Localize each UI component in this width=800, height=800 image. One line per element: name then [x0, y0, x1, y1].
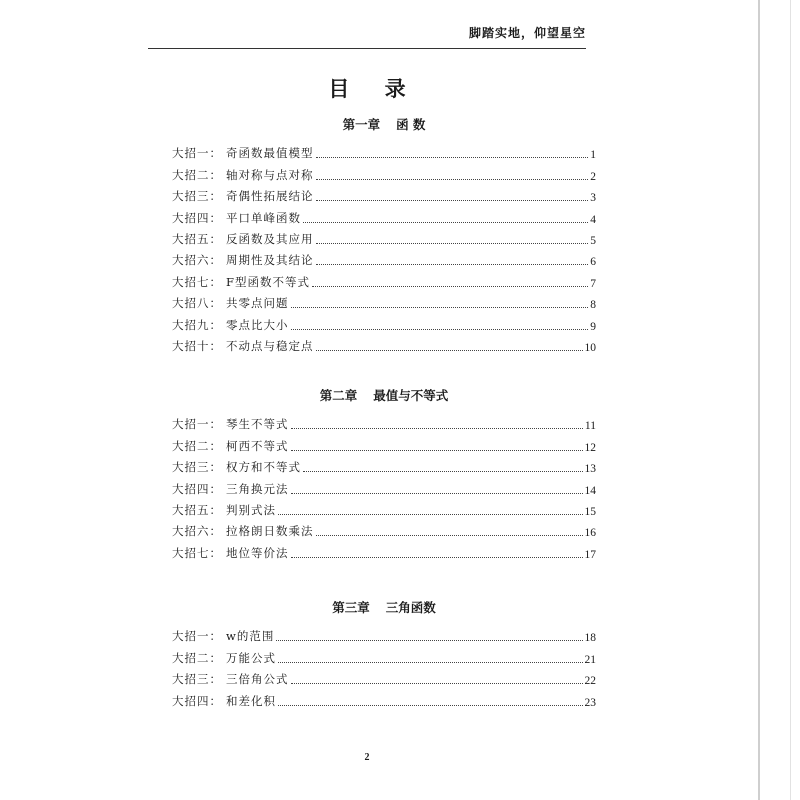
entry-label: 大招九：: [172, 317, 222, 332]
chapter-3: [172, 597, 596, 709]
chapter-name: 三角函数: [385, 600, 436, 615]
header-rule: [148, 48, 586, 49]
entry-label: 大招六：: [172, 253, 222, 268]
dot-leader: [291, 307, 589, 308]
toc-entry: [172, 247, 596, 268]
toc-entry: [172, 311, 596, 332]
chapter-2: [172, 385, 596, 561]
dot-leader: [291, 493, 583, 494]
entry-page-number: 12: [584, 441, 596, 454]
dot-leader: [316, 157, 589, 158]
dot-leader: [291, 329, 589, 330]
entry-label: 大招三：: [172, 460, 222, 475]
dot-leader: [291, 557, 583, 558]
entry-page-number: 7: [590, 277, 596, 290]
toc-entry: [172, 454, 596, 475]
chapter-number: 第二章: [319, 388, 358, 403]
entry-topic: w的范围: [226, 629, 275, 644]
chapter-heading: [172, 114, 596, 136]
entry-topic: 和差化积: [226, 693, 276, 708]
entry-label: 大招二：: [172, 438, 222, 453]
dot-leader: [291, 683, 583, 684]
dot-leader: [303, 222, 588, 223]
entry-label: 大招六：: [172, 524, 222, 539]
entry-page-number: 4: [590, 213, 596, 226]
toc-entry: [172, 333, 596, 354]
scan-edge: [758, 0, 760, 800]
entry-topic: 地位等价法: [226, 545, 289, 560]
dot-leader: [278, 662, 583, 663]
entry-topic: 轴对称与点对称: [226, 167, 314, 182]
toc-entry: [172, 432, 596, 453]
entry-page-number: 9: [590, 320, 596, 333]
entry-label: 大招三：: [172, 189, 222, 204]
dot-leader: [291, 428, 583, 429]
entry-label: 大招十：: [172, 338, 222, 353]
entry-label: 大招二：: [172, 650, 222, 665]
entry-topic: 不动点与稳定点: [226, 338, 314, 353]
chapter-name: 最值与不等式: [373, 388, 449, 403]
entry-label: 大招七：: [172, 274, 222, 289]
toc-entry: [172, 411, 596, 432]
entry-page-number: 23: [584, 696, 596, 709]
entry-label: 大招一：: [172, 417, 222, 432]
dot-leader: [316, 535, 583, 536]
toc-entry: [172, 518, 596, 539]
chapter-number: 第三章: [332, 600, 370, 615]
entry-page-number: 14: [584, 484, 596, 497]
toc-entry: [172, 497, 596, 518]
dot-leader: [291, 450, 583, 451]
page-title: 目 录: [328, 76, 420, 101]
entry-label: 大招一：: [172, 629, 222, 644]
entry-page-number: 18: [584, 632, 596, 645]
toc-entry: [172, 687, 596, 708]
entry-label: 大招五：: [172, 502, 222, 517]
entry-topic: F型函数不等式: [226, 274, 310, 289]
entry-label: 大招八：: [172, 296, 222, 311]
entry-label: 大招三：: [172, 672, 222, 687]
toc-entry: [172, 140, 596, 161]
entry-topic: 共零点问题: [226, 296, 289, 311]
dot-leader: [303, 471, 583, 472]
entry-page-number: 2: [590, 170, 596, 183]
entry-page-number: 11: [584, 420, 596, 433]
entry-label: 大招二：: [172, 167, 222, 182]
dot-leader: [316, 264, 589, 265]
scan-edge-outer: [790, 0, 791, 800]
entry-page-number: 3: [590, 192, 596, 205]
dot-leader: [312, 286, 588, 287]
toc-entry: [172, 183, 596, 204]
dot-leader: [278, 705, 583, 706]
toc-entry: [172, 623, 596, 644]
dot-leader: [278, 514, 583, 515]
entry-page-number: 13: [584, 463, 596, 476]
entry-page-number: 6: [590, 256, 596, 269]
entry-page-number: 1: [590, 149, 596, 162]
entry-page-number: 21: [584, 653, 596, 666]
entry-page-number: 17: [584, 548, 596, 561]
entry-topic: 万能公式: [226, 650, 276, 665]
dot-leader: [316, 350, 583, 351]
dot-leader: [276, 640, 582, 641]
entry-topic: 周期性及其结论: [226, 253, 314, 268]
chapter-heading: [172, 597, 596, 619]
entry-topic: 拉格朗日数乘法: [226, 524, 314, 539]
entry-page-number: 10: [584, 341, 596, 354]
dot-leader: [316, 200, 589, 201]
entry-topic: 奇偶性拓展结论: [226, 189, 314, 204]
entry-label: 大招四：: [172, 210, 222, 225]
entry-page-number: 5: [590, 234, 596, 247]
entry-topic: 琴生不等式: [226, 417, 289, 432]
entry-label: 大招四：: [172, 693, 222, 708]
entry-label: 大招四：: [172, 481, 222, 496]
header-motto: 脚踏实地，仰望星空: [468, 26, 586, 40]
entry-label: 大招七：: [172, 545, 222, 560]
toc-entry: [172, 204, 596, 225]
page-number: 2: [364, 752, 370, 763]
toc-entry: [172, 290, 596, 311]
toc-entry: [172, 226, 596, 247]
entry-page-number: 16: [584, 527, 596, 540]
entry-topic: 平口单峰函数: [226, 210, 301, 225]
entry-topic: 三角换元法: [226, 481, 289, 496]
chapter-1: [172, 114, 596, 354]
entry-topic: 反函数及其应用: [226, 231, 314, 246]
entry-topic: 权方和不等式: [226, 460, 301, 475]
entry-topic: 柯西不等式: [226, 438, 289, 453]
toc-entry: [172, 539, 596, 560]
entry-topic: 判别式法: [226, 502, 276, 517]
entry-topic: 奇函数最值模型: [226, 146, 314, 161]
entry-label: 大招五：: [172, 231, 222, 246]
toc-entry: [172, 644, 596, 665]
entry-page-number: 22: [584, 675, 596, 688]
toc-entry: [172, 161, 596, 182]
chapter-name: 函 数: [396, 117, 426, 132]
chapter-heading: [172, 385, 596, 407]
entry-label: 大招一：: [172, 146, 222, 161]
toc-entry: [172, 666, 596, 687]
dot-leader: [316, 243, 589, 244]
toc-entry: [172, 268, 596, 289]
entry-page-number: 15: [584, 505, 596, 518]
entry-topic: 三倍角公式: [226, 672, 289, 687]
entry-page-number: 8: [590, 299, 596, 312]
chapter-number: 第一章: [342, 117, 381, 132]
entry-topic: 零点比大小: [226, 317, 289, 332]
toc-entry: [172, 475, 596, 496]
dot-leader: [316, 179, 589, 180]
